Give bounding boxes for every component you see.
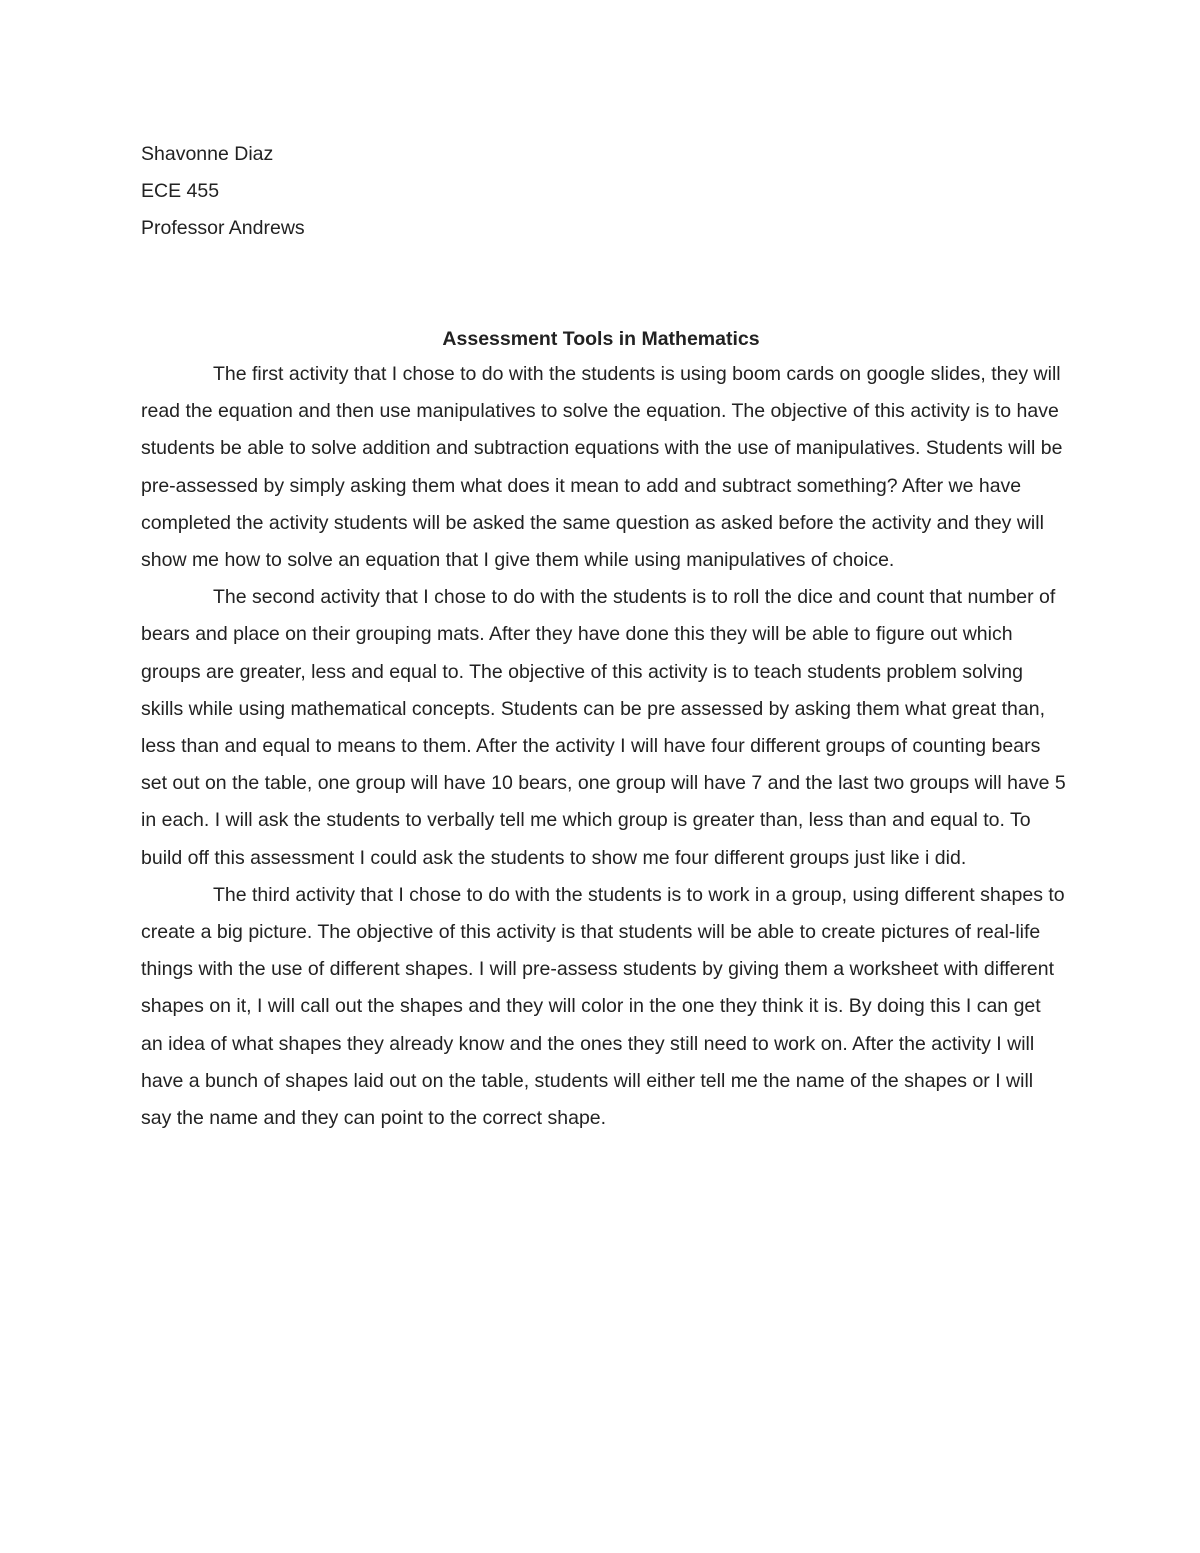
- paragraph-line: students to verbally tell me which group is greater than, less than and equal to. To build off this: [141, 809, 1031, 869]
- paragraph-line: figure out which groups are greater, less and equal to. The objective of this activity is to teach: [141, 623, 1013, 683]
- paragraph-1: [141, 356, 1066, 579]
- paragraph-line: The first activity that I chose to do with the students is using boom cards on google: [213, 363, 926, 385]
- paragraph-line: assessed by asking them what great than, less than and equal to means to them. After the: [141, 697, 1045, 758]
- document-title: Assessment Tools in Mathematics: [442, 328, 760, 350]
- paragraph-line: number of bears and place on their grouping mats. After they have done this they will be able to: [141, 586, 1056, 646]
- paragraph-line: have 10 bears, one group will have 7 and the last two groups will have 5 in each. I will ask the: [141, 772, 1066, 832]
- paragraph-line: assessment I could ask the students to show me four different groups just like i did.: [250, 846, 967, 869]
- paragraph-line: activity I will have four different groups of counting bears set out on the table, one group will: [141, 735, 1041, 795]
- paragraph-3: [141, 877, 1066, 1137]
- paragraph-2: [141, 579, 1066, 877]
- instructor-name: Professor Andrews: [141, 217, 305, 240]
- paragraph-line: pictures of real-life things with the use of different shapes. I will pre-assess students by giving: [141, 921, 1041, 981]
- student-name: Shavonne Diaz: [141, 143, 274, 165]
- paragraph-line: one they think it is. By doing this I can get an idea of what shapes they already know and the: [141, 995, 1041, 1055]
- paragraph-line: objective of this activity is to have students be able to solve addition and subtraction equations: [141, 400, 1059, 460]
- paragraph-line: equation that I give them while using manipulatives of choice.: [365, 549, 895, 572]
- paragraph-line: The third activity that I chose to do with the students is to work in a group, using different: [213, 883, 975, 906]
- paragraph-line: slides, they will read the equation and then use manipulatives to solve the equation. The: [141, 363, 1061, 423]
- document-header: [141, 136, 1061, 248]
- paragraph-line: The second activity that I chose to do with the students is to roll the dice and count that: [213, 586, 963, 609]
- paragraph-line: shapes to create a big picture. The objective of this activity is that students will be able to create: [141, 883, 1065, 944]
- paragraph-line: point to the correct shape.: [380, 1107, 607, 1130]
- paragraph-line: them a worksheet with different shapes on it, I will call out the shapes and they will color in the: [141, 958, 1055, 1018]
- paragraph-line: with the use of manipulatives. Students will be pre-assessed by simply asking them what does it: [141, 437, 1063, 497]
- paragraph-line: table, students will either tell me the name of the shapes or I will say the name and they can: [141, 1069, 1034, 1130]
- paragraph-line: ones they still need to work on. After the activity I will have a bunch of shapes laid out on the: [141, 1032, 1035, 1092]
- paragraph-line: mean to add and subtract something? After we have completed the activity students will be: [141, 474, 1022, 534]
- course-code: ECE 455: [141, 180, 220, 203]
- paragraph-line: students problem solving skills while using mathematical concepts. Students can be pre: [141, 660, 1023, 720]
- document-body: [141, 356, 1066, 1137]
- paragraph-line: asked the same question as asked before the activity and they will show me how to solve an: [141, 511, 1044, 572]
